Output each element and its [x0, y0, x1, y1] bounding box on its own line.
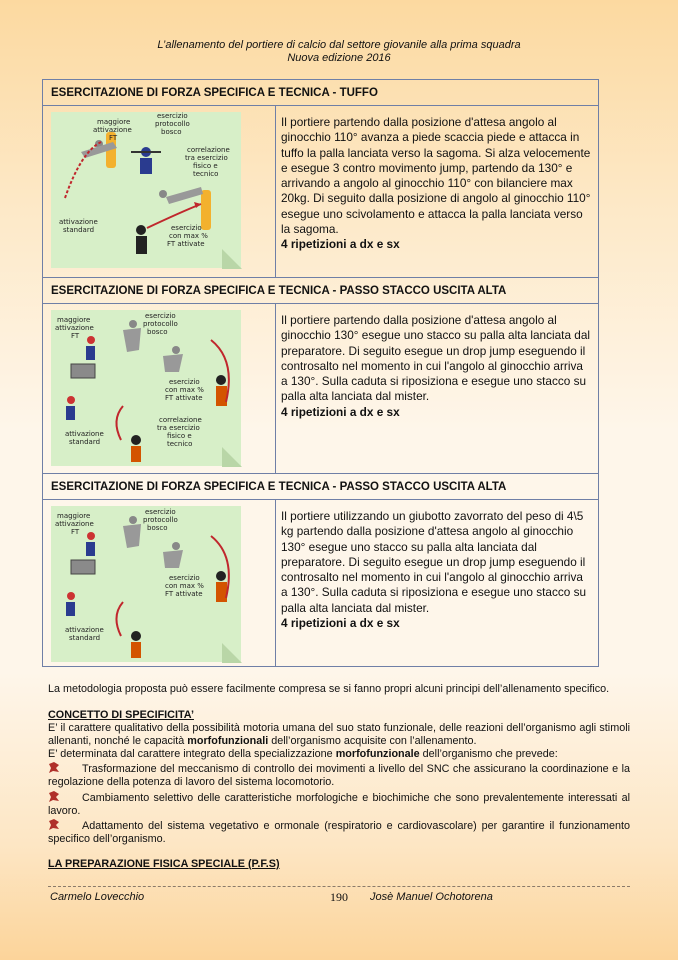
- exercise-text: Il portiere partendo dalla posizione d'attesa angolo al ginocchio 130° esegue uno stacco su palla alta lanciata dal preparatore. Di seguito esegue un drop jump eseguendo il controsalto nel momento in cui l'angolo al ginocchio arriva a 130°. Sulla caduta si riposiziona e esegue uno stacco su palla alta lanciata dal mister.: [281, 313, 591, 404]
- exercise-title: ESERCITAZIONE DI FORZA SPECIFICA E TECNICA - TUFFO: [43, 80, 598, 106]
- fig-label: tra esercizio: [157, 424, 200, 432]
- paragraph-specificity: [48, 722, 630, 747]
- bullet-icon: [48, 819, 60, 830]
- exercise-title: ESERCITAZIONE DI FORZA SPECIFICA E TECNICA - PASSO STACCO USCITA ALTA: [43, 278, 598, 304]
- bullet-item: [48, 819, 630, 845]
- header-title: L’allenamento del portiere di calcio dal settore giovanile alla prima squadra: [157, 39, 521, 51]
- exercise-row: [43, 500, 598, 666]
- fig-label: esercizio: [169, 378, 200, 386]
- fig-label: esercizio: [171, 224, 202, 232]
- page-curl-icon: [222, 447, 242, 467]
- fig-label: maggiore: [57, 316, 91, 324]
- heading-specificity: CONCETTO DI SPECIFICITA’: [48, 709, 194, 721]
- exercise-figure-cell: [43, 304, 276, 473]
- fig-label: FT: [71, 528, 80, 536]
- exercise-reps: 4 ripetizioni a dx e sx: [281, 616, 400, 631]
- fig-label: esercizio: [169, 574, 200, 582]
- fig-label: maggiore: [97, 118, 131, 126]
- exercise-text: Il portiere partendo dalla posizione d'attesa angolo al ginocchio 110° avanza a piede scaccia piede e attacca in tuffo la palla lanciata verso la sagoma. Si alza velocemente e esegue 3 contro movimento jump, partendo da 130° e arrivando a angolo al ginocchio 110° con bilanciere max 20kg. Di seguito dalla posizione di angolo al ginocchio 110° esegue uno scivolamento e attacca la palla lanciata verso la sagoma.: [281, 115, 591, 237]
- bullet-text: Trasformazione del meccanismo di controllo dei movimenti a livello del SNC che assicurano la coordinazione e la regolazione della potenza di lavoro del sistema locomotorio.: [48, 763, 630, 788]
- bullet-text: Cambiamento selettivo delle caratteristiche morfologiche e biochimiche che sono prevalentemente interessati al lavoro.: [48, 792, 630, 817]
- exercise-description: [281, 313, 591, 420]
- fig-label: attivazione: [59, 218, 98, 226]
- fig-label: esercizio: [157, 112, 188, 120]
- fig-label: con max %: [165, 582, 204, 590]
- fig-label: protocollo: [155, 120, 190, 128]
- page-number: 190: [330, 890, 348, 904]
- para-bold: morfofunzionale: [335, 748, 420, 760]
- header-edition: Nuova edizione 2016: [287, 52, 391, 64]
- fig-label: FT attivate: [165, 394, 203, 402]
- fig-label: attivazione: [65, 626, 104, 634]
- footer-divider: [48, 886, 630, 887]
- fig-label: attivazione: [65, 430, 104, 438]
- exercise-diagram: [51, 506, 241, 662]
- fig-label: FT: [71, 332, 80, 340]
- footer-author-left: Carmelo Lovecchio: [50, 891, 145, 903]
- exercise-diagram: [51, 310, 241, 466]
- fig-label: protocollo: [143, 320, 178, 328]
- bullet-icon: [48, 791, 60, 802]
- fig-label: bosco: [147, 524, 168, 532]
- exercise-figure-cell: [43, 500, 276, 666]
- fig-label: FT attivate: [167, 240, 205, 248]
- para-text: dell’organismo che prevede:: [419, 748, 558, 760]
- fig-label: standard: [63, 226, 95, 234]
- fig-label: esercizio: [145, 312, 176, 320]
- para-bold: morfofunzionali: [187, 734, 269, 747]
- bullet-text: Adattamento del sistema vegetativo e ormonale (respiratorio e cardiovascolare) per garantire il funzionamento specifico dell’organismo.: [48, 820, 630, 845]
- heading-pfs: LA PREPARAZIONE FISICA SPECIALE (P.F.S): [48, 858, 280, 870]
- fig-label: con max %: [169, 232, 208, 240]
- bullet-item: [48, 762, 630, 788]
- exercise-table: [42, 79, 599, 667]
- exercise-figure-cell: [43, 106, 276, 277]
- fig-label: tecnico: [167, 440, 193, 448]
- fig-label: attivazione: [55, 324, 94, 332]
- paragraph-integration: [48, 748, 630, 761]
- intro-paragraph: La metodologia proposta può essere facilmente compresa se si fanno propri alcuni principi dell’allenamento specifico.: [48, 683, 610, 695]
- page-curl-icon: [222, 643, 242, 663]
- exercise-description: [281, 509, 591, 631]
- fig-label: con max %: [165, 386, 204, 394]
- fig-label: tecnico: [193, 170, 219, 178]
- exercise-row: [43, 106, 598, 278]
- fig-label: bosco: [147, 328, 168, 336]
- fig-label: fisico e: [167, 432, 192, 440]
- fig-label: fisico e: [193, 162, 218, 170]
- exercise-diagram: [51, 112, 241, 268]
- para-text: E’ il carattere qualitativo della possibilità motoria umana del suo stato funzionale, delle reazioni dell’organismo agli stimoli allenanti, nonché le capacità: [48, 722, 630, 747]
- fig-label: attivazione: [55, 520, 94, 528]
- fig-label: FT: [109, 134, 118, 142]
- exercise-title: ESERCITAZIONE DI FORZA SPECIFICA E TECNICA - PASSO STACCO USCITA ALTA: [43, 474, 598, 500]
- fig-label: standard: [69, 634, 101, 642]
- running-header: [0, 39, 678, 65]
- fig-label: standard: [69, 438, 101, 446]
- fig-label: protocollo: [143, 516, 178, 524]
- exercise-reps: 4 ripetizioni a dx e sx: [281, 237, 400, 252]
- fig-label: tra esercizio: [185, 154, 228, 162]
- fig-label: correlazione: [187, 146, 230, 154]
- exercise-reps: 4 ripetizioni a dx e sx: [281, 404, 400, 419]
- bullet-item: [48, 791, 630, 817]
- fig-label: FT attivate: [165, 590, 203, 598]
- footer-author-right: Josè Manuel Ochotorena: [370, 891, 493, 903]
- section-heading: [48, 709, 630, 722]
- para-text: E’ determinata dal carattere integrato della specializzazione: [48, 748, 336, 760]
- fig-label: attivazione: [93, 126, 132, 134]
- exercise-text: Il portiere utilizzando un giubotto zavorrato del peso di 4\5 kg partendo dalla posizione d'attesa angolo al ginocchio 130° esegue uno stacco su palla alta lanciata dal preparatore. Di seguito esegue un drop jump eseguendo il controsalto nel momento in cui l'angolo al ginocchio arriva a 130°. Sulla caduta si riposiziona e esegue uno stacco su palla alta lanciata dal mister.: [281, 509, 587, 615]
- section-heading: [48, 858, 630, 871]
- page-curl-icon: [222, 249, 242, 269]
- fig-label: bosco: [161, 128, 182, 136]
- bullet-icon: [48, 762, 60, 773]
- fig-label: correlazione: [159, 416, 202, 424]
- para-text: dell’organismo acquisite con l’allenamento.: [268, 734, 477, 747]
- exercise-row: [43, 304, 598, 474]
- fig-label: maggiore: [57, 512, 91, 520]
- fig-label: esercizio: [145, 508, 176, 516]
- exercise-description: [281, 115, 591, 253]
